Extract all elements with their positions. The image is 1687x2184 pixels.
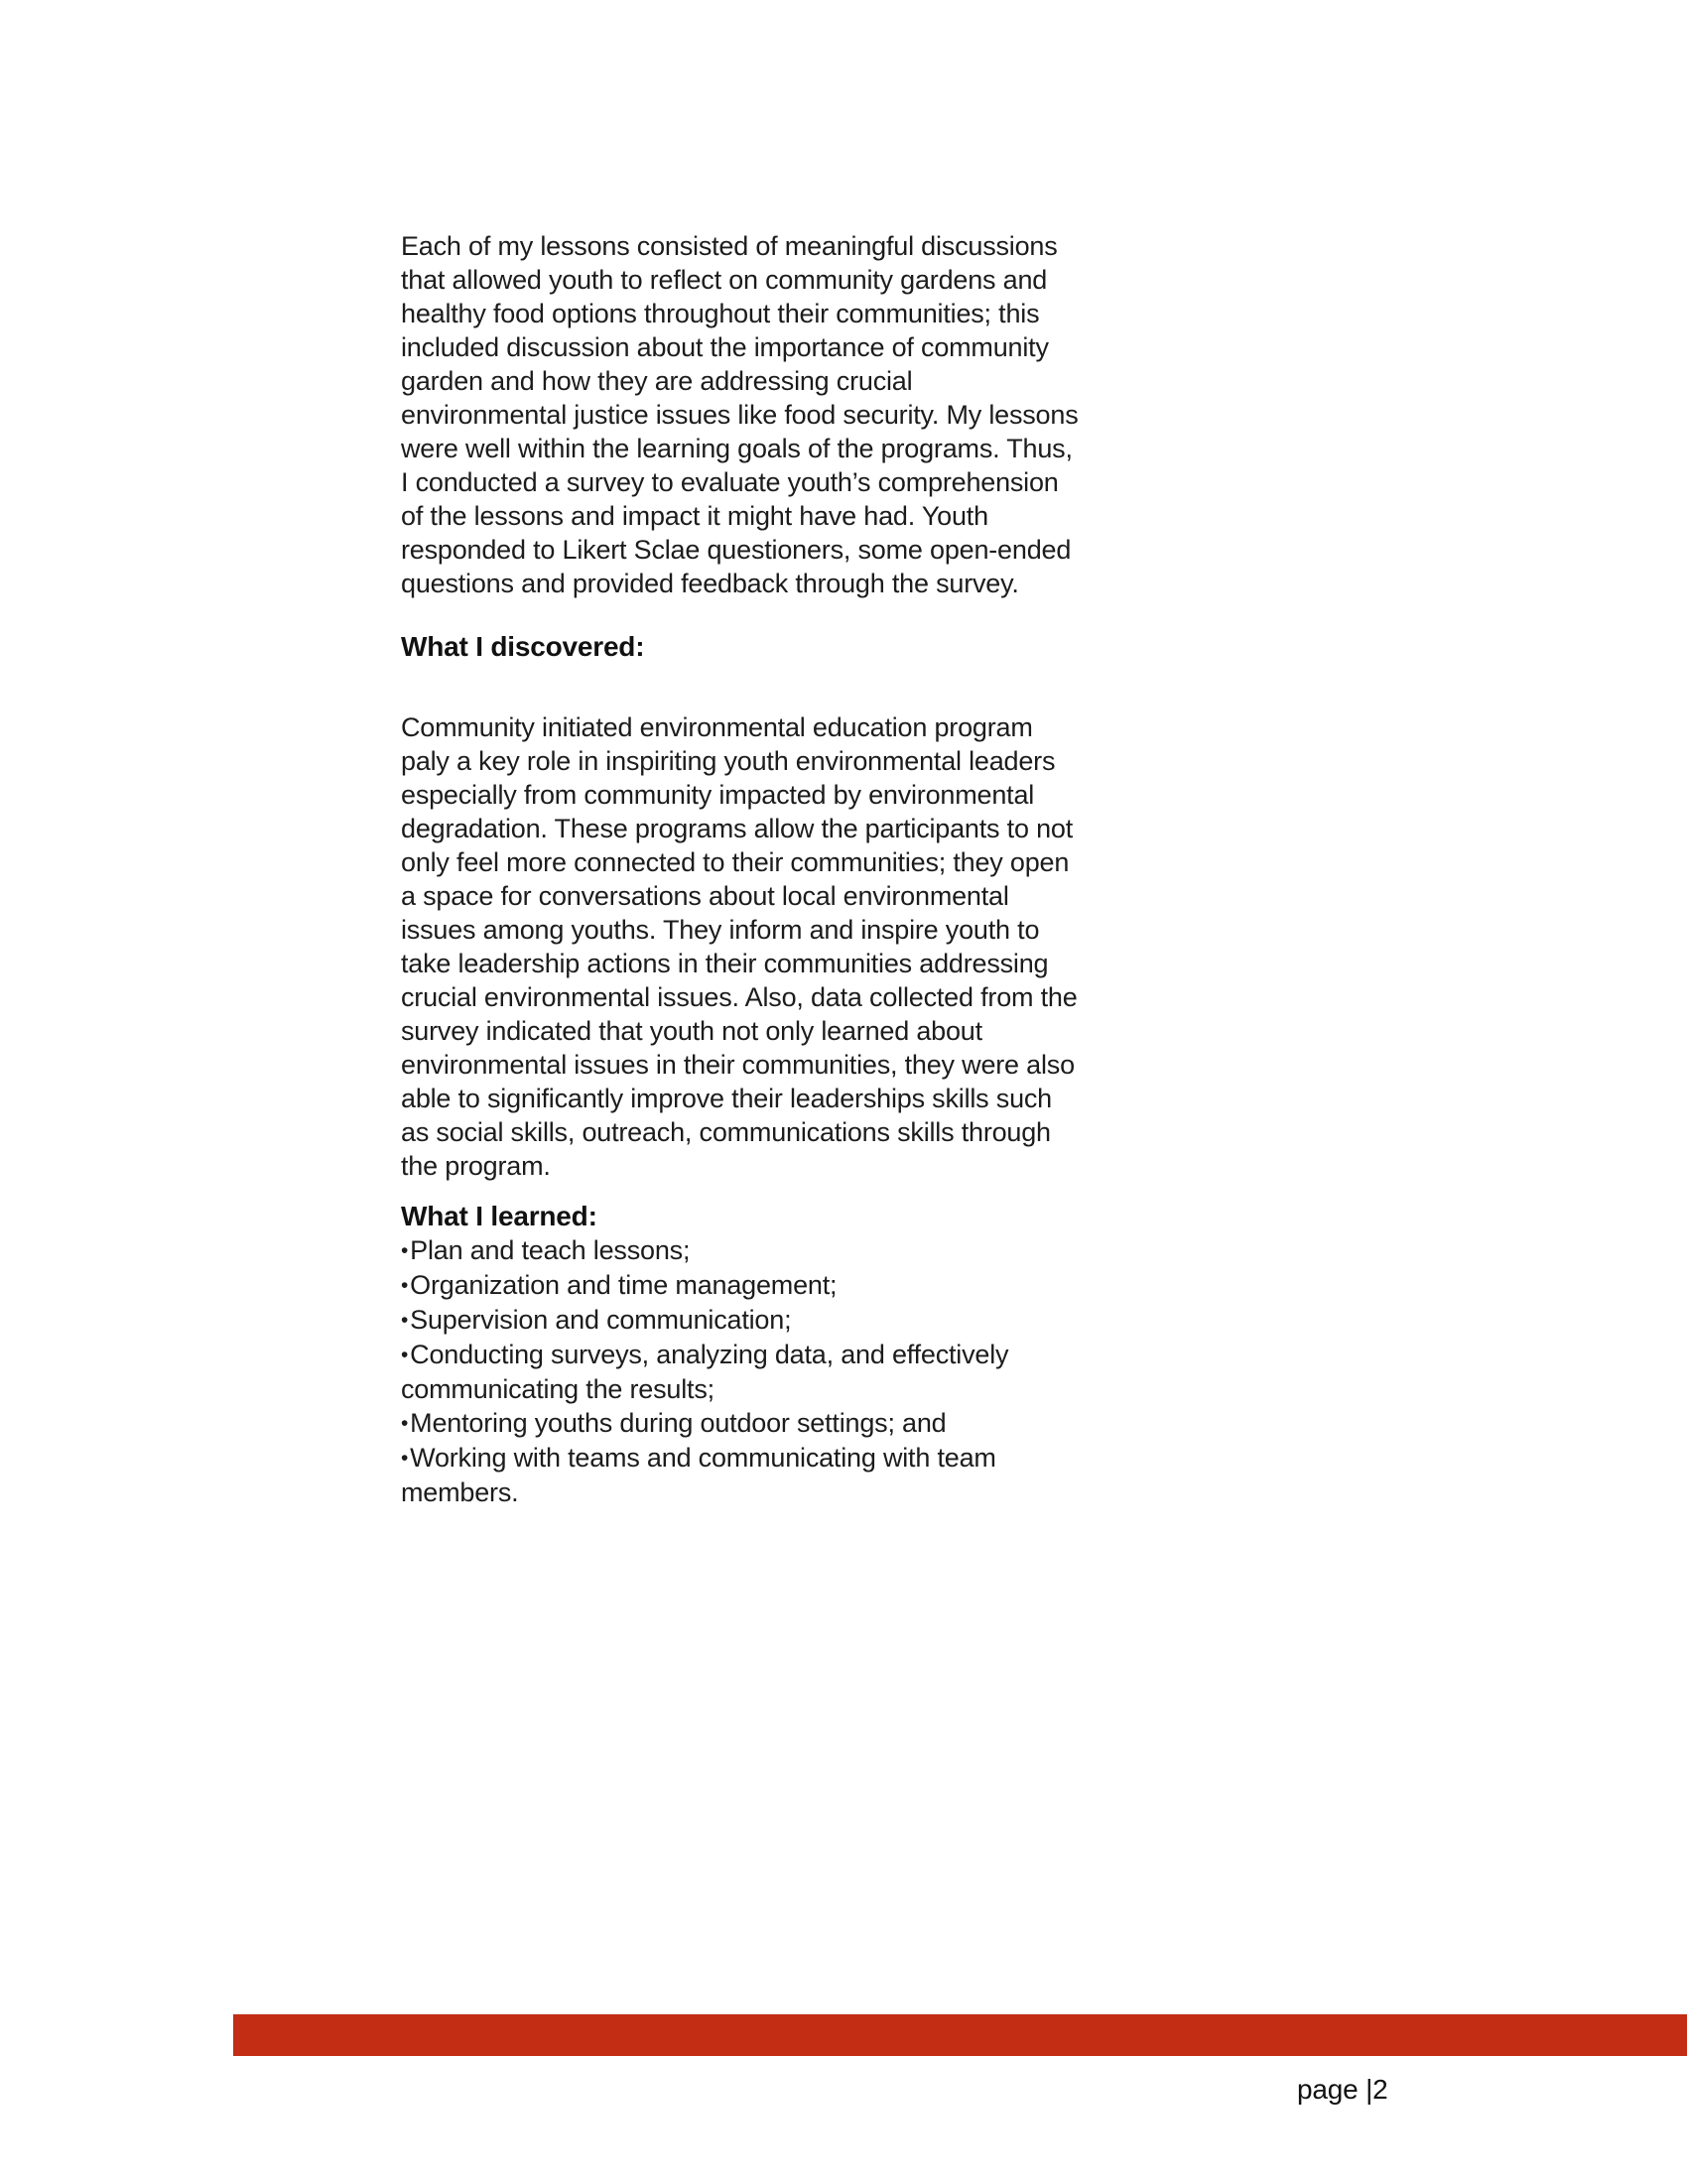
list-item <box>401 1338 1084 1406</box>
bullet-icon: • <box>401 1344 409 1366</box>
bullet-icon: • <box>401 1412 409 1435</box>
list-item <box>401 1268 1084 1303</box>
list-item-text: Supervision and communication; <box>410 1305 792 1335</box>
bullet-icon: • <box>401 1447 409 1470</box>
bullet-icon: • <box>401 1309 409 1332</box>
heading-what-i-discovered: What I discovered: <box>401 631 645 662</box>
bullet-icon: • <box>401 1274 409 1297</box>
heading-what-i-learned: What I learned: <box>401 1201 597 1231</box>
list-item <box>401 1233 1084 1268</box>
bullet-icon: • <box>401 1239 409 1262</box>
list-item <box>401 1303 1084 1338</box>
list-item-text: Mentoring youths during outdoor settings; and <box>410 1408 947 1438</box>
content-column <box>401 229 1084 1509</box>
list-item <box>401 1406 1084 1441</box>
list-item-text: Plan and teach lessons; <box>410 1235 691 1265</box>
list-item-text: Conducting surveys, analyzing data, and effectively communicating the results; <box>401 1340 1009 1404</box>
paragraph-lessons: Each of my lessons consisted of meaningful discussions that allowed youth to reflect on community gardens and healthy food options throughout their communities; this included discussion about the importance of community garden and how they are addressing crucial environmental justice issues like food security. My lessons were well within the learning goals of the programs. Thus, I conducted a survey to evaluate youth’s comprehension of the lessons and impact it might have had. Youth responded to Likert Sclae questioners, some open-ended questions and provided feedback through the survey. <box>401 231 1079 598</box>
list-item-text: Working with teams and communicating with team members. <box>401 1443 996 1507</box>
list-item <box>401 1441 1084 1509</box>
footer-accent-bar <box>233 2014 1687 2056</box>
list-item-text: Organization and time management; <box>410 1270 838 1300</box>
paragraph-discovered: Community initiated environmental education program paly a key role in inspiriting youth environmental leaders especially from community impacted by environmental degradation. These programs allow the participants to not only feel more connected to their communities; they open a space for conversations about local environmental issues among youths. They inform and inspire youth to take leadership actions in their communities addressing crucial environmental issues. Also, data collected from the survey indicated that youth not only learned about environmental issues in their communities, they were also able to significantly improve their leaderships skills such as social skills, outreach, communications skills through the program. <box>401 712 1078 1181</box>
learned-list <box>401 1233 1084 1509</box>
page-number: page |2 <box>1297 2074 1388 2105</box>
